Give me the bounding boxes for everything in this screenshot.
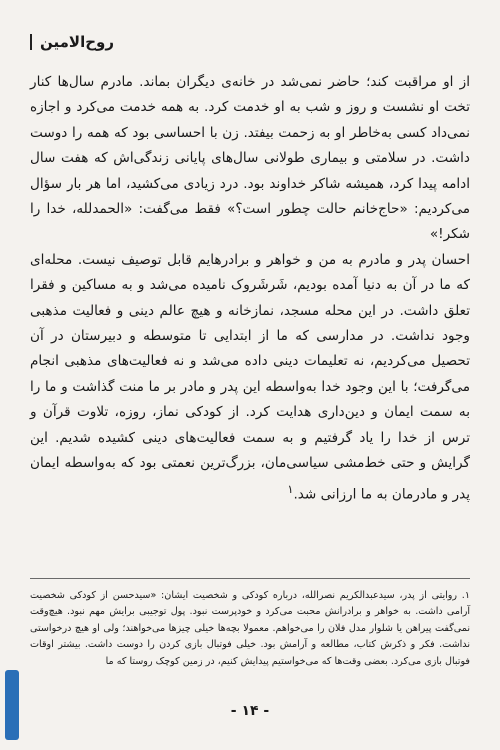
- footnote-1: ۱. روایتی از پدر، سیدعبدالکریم نصرالله، درباره کودکی و شخصیت ایشان: «سیدحسن از کودکی شخصیت آرامی داشت. به خواهر و برادرانش محبت می‌کرد و خودپرست نبود. پول توجیبی برایش مهم نبود. هیچ‌وقت نمی‌گفت پیراهن یا شلوار مدل فلان را می‌خواهم. معمولا بچه‌ها خیلی چیزها می‌خواهند؛ ولی او هیچ درخواستی نداشت. فکر و ذکرش کتاب، مطالعه و آرامش بود. خیلی فوتبال بازی کردن را دوست داشت. بیشتر اوقات فوتبال بازی می‌کرد. بعضی وقت‌ها که می‌خواستیم پیدایش کنیم، در زمین کوچک روستا که ما: [30, 590, 470, 667]
- header-divider-bar: [30, 34, 32, 50]
- paragraph-2: [30, 248, 470, 508]
- main-text: [30, 70, 470, 507]
- footnote-divider: [30, 578, 470, 579]
- paragraph-2-text: احسان پدر و مادرم به من و خواهر و برادرهایم قابل توصیف نیست. محله‌ای که ما در آن به دنیا آمده بودیم، شَرشَروک نامیده می‌شد و به مساکین و فقرا تعلق داشت. در این محله مسجد، نمازخانه و هیچ عالم دینی و فعالیت مذهبی وجود نداشت. در مدارسی که ما از ابتدایی تا متوسطه و دبیرستان در آن تحصیل می‌کردیم، نه تعلیمات دینی داده می‌شد و نه فعالیت‌های مذهبی انجام می‌گرفت؛ با این وجود خدا به‌واسطه این پدر و مادر بر ما منت گذاشت و ما را به سمت ایمان و دین‌داری هدایت کرد. از کودکی نماز، روزه، تلاوت قرآن و ترس از خدا را یاد گرفتیم و به سمت فعالیت‌های دینی کشیده شدیم. این گرایش و حتی خط‌مشی سیاسی‌مان، بزرگ‌ترین نعمتی بود که به‌واسطه ایمان پدر و مادرمان به ما ارزانی شد.: [30, 251, 470, 503]
- footnote-reference: ۱: [287, 481, 294, 496]
- running-header: [30, 30, 470, 54]
- publisher-side-logo-mark: [5, 670, 19, 740]
- page-number: - ۱۴ -: [230, 703, 270, 719]
- paragraph-1: از او مراقبت کند؛ حاضر نمی‌شد در خانه‌ی دیگران بماند. مادرم سال‌ها کنار تخت او نشست و روز و شب به او خدمت کرد. به همه خدمت می‌کرد و اجازه نمی‌داد کسی به‌خاطر او به زحمت بیفتد. زن با احساسی بود که همه را دوست داشت. در سلامتی و بیماری طولانی سال‌های پایانی زندگی‌اش که هفت سال ادامه پیدا کرد، همیشه شاکر خداوند بود. درد زیادی می‌کشید، اما هر بار سؤال می‌کردیم: «حاج‌خانم حالت چطور است؟» فقط می‌گفت: «الحمدلله، خدا را شکر!»: [30, 74, 470, 243]
- running-header-title: روح‌الامین: [40, 33, 114, 51]
